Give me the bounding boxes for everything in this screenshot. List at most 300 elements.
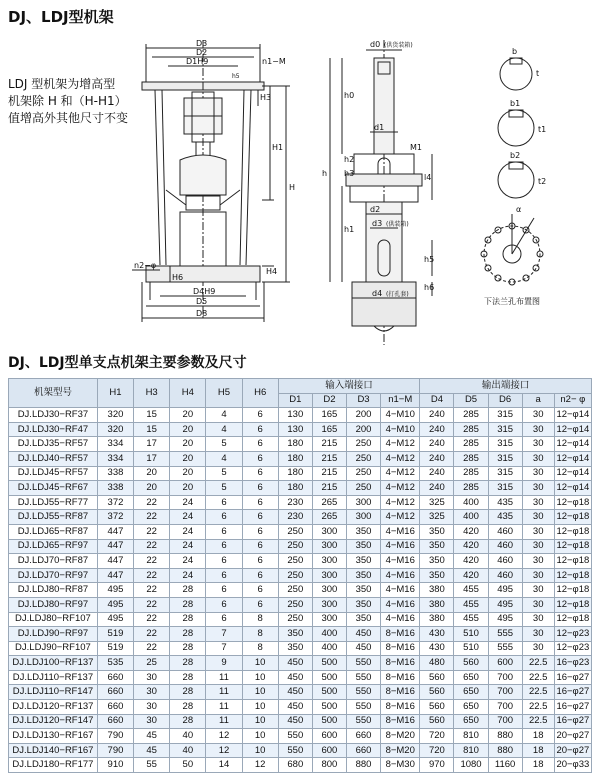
- table-cell: 420: [454, 539, 488, 554]
- table-cell: 20: [170, 422, 206, 437]
- table-cell: 10: [242, 656, 278, 671]
- table-cell: 30: [522, 554, 554, 569]
- table-row: [9, 437, 592, 452]
- table-cell: 380: [420, 597, 454, 612]
- table-cell: 400: [454, 510, 488, 525]
- table-cell: 455: [454, 597, 488, 612]
- table-cell: 30: [522, 568, 554, 583]
- table-cell: 30: [522, 524, 554, 539]
- table-cell: 20: [134, 466, 170, 481]
- label-d3: D3: [196, 39, 208, 48]
- table-cell: 50: [170, 758, 206, 773]
- table-cell: 180: [278, 481, 312, 496]
- table-cell: 350: [346, 612, 380, 627]
- table-cell: 240: [420, 422, 454, 437]
- table-cell: 660: [346, 729, 380, 744]
- table-cell: 55: [134, 758, 170, 773]
- table-cell: 6: [206, 495, 242, 510]
- table-cell: 30: [522, 466, 554, 481]
- table-row: [9, 641, 592, 656]
- table-cell: 660: [97, 685, 133, 700]
- table-cell: 334: [97, 451, 133, 466]
- table-cell: 16−φ23: [554, 656, 591, 671]
- table-cell: 265: [312, 510, 346, 525]
- label-t1: t1: [538, 125, 547, 134]
- table-cell: 560: [420, 685, 454, 700]
- cell-model: DJ.LDJ90−RF97: [9, 627, 98, 642]
- table-cell: 180: [278, 466, 312, 481]
- table-cell: 250: [346, 451, 380, 466]
- table-cell: 22: [134, 510, 170, 525]
- table-cell: 372: [97, 510, 133, 525]
- header-input-group: 输入端接口: [278, 379, 420, 394]
- table-cell: 12−φ23: [554, 627, 591, 642]
- table-cell: 338: [97, 481, 133, 496]
- header-h3: H3: [134, 379, 170, 408]
- table-cell: 40: [170, 729, 206, 744]
- table-cell: 215: [312, 437, 346, 452]
- cell-model: DJ.LDJ120−RF147: [9, 714, 98, 729]
- table-cell: 28: [170, 656, 206, 671]
- table-cell: 495: [97, 612, 133, 627]
- table-cell: 30: [522, 451, 554, 466]
- table-cell: 300: [312, 568, 346, 583]
- label-h6: H6: [172, 273, 184, 282]
- cell-model: DJ.LDJ30−RF47: [9, 422, 98, 437]
- table-cell: 910: [97, 758, 133, 773]
- table-cell: 240: [420, 451, 454, 466]
- table-cell: 350: [278, 627, 312, 642]
- label-shaft-m1: M1: [410, 143, 422, 152]
- table-cell: 230: [278, 510, 312, 525]
- table-cell: 315: [488, 437, 522, 452]
- table-cell: 315: [488, 408, 522, 423]
- cell-model: DJ.LDJ120−RF137: [9, 700, 98, 715]
- label-shaft-h1: h1: [344, 225, 355, 234]
- table-cell: 660: [97, 670, 133, 685]
- table-cell: 430: [420, 641, 454, 656]
- table-cell: 4−M16: [381, 583, 420, 598]
- label-shaft-d0: d0: [370, 40, 381, 49]
- table-cell: 250: [346, 437, 380, 452]
- table-cell: 810: [454, 729, 488, 744]
- table-cell: 4−M16: [381, 568, 420, 583]
- table-row: [9, 758, 592, 773]
- table-cell: 285: [454, 422, 488, 437]
- table-cell: 20−φ33: [554, 758, 591, 773]
- table-cell: 215: [312, 481, 346, 496]
- table-cell: 6: [242, 481, 278, 496]
- table-cell: 660: [346, 743, 380, 758]
- table-cell: 240: [420, 437, 454, 452]
- table-cell: 880: [488, 729, 522, 744]
- table-cell: 400: [312, 627, 346, 642]
- table-cell: 6: [206, 568, 242, 583]
- table-cell: 285: [454, 437, 488, 452]
- table-row: [9, 539, 592, 554]
- label-shaft-d0-note: (供货装箱): [384, 42, 413, 49]
- table-cell: 325: [420, 495, 454, 510]
- table-cell: 40: [170, 743, 206, 758]
- table-cell: 250: [278, 539, 312, 554]
- table-cell: 380: [420, 612, 454, 627]
- table-cell: 4−M12: [381, 481, 420, 496]
- table-row: [9, 408, 592, 423]
- technical-drawing: [0, 30, 600, 350]
- table-cell: 6: [242, 554, 278, 569]
- table-cell: 6: [242, 451, 278, 466]
- flange-caption: 下法兰孔布置图: [484, 297, 540, 306]
- table-cell: 400: [312, 641, 346, 656]
- table-cell: 555: [488, 627, 522, 642]
- table-cell: 16−φ27: [554, 670, 591, 685]
- table-cell: 24: [170, 524, 206, 539]
- table-cell: 30: [522, 627, 554, 642]
- table-cell: 20: [170, 408, 206, 423]
- table-cell: 650: [454, 714, 488, 729]
- label-d5: D5: [196, 297, 208, 306]
- table-cell: 30: [522, 641, 554, 656]
- table-cell: 265: [312, 495, 346, 510]
- table-cell: 6: [206, 524, 242, 539]
- table-cell: 8−M16: [381, 641, 420, 656]
- header-d6: D6: [488, 393, 522, 408]
- table-cell: 500: [312, 714, 346, 729]
- cell-model: DJ.LDJ45−RF67: [9, 481, 98, 496]
- label-d1h9: D1H9: [186, 57, 209, 66]
- table-cell: 420: [454, 524, 488, 539]
- table-cell: 447: [97, 554, 133, 569]
- table-cell: 495: [488, 612, 522, 627]
- table-cell: 6: [242, 568, 278, 583]
- label-h3: H3: [260, 93, 272, 102]
- table-cell: 8: [242, 627, 278, 642]
- table-cell: 11: [206, 670, 242, 685]
- table-cell: 450: [278, 714, 312, 729]
- cell-model: DJ.LDJ70−RF97: [9, 568, 98, 583]
- table-cell: 25: [134, 656, 170, 671]
- table-cell: 350: [278, 641, 312, 656]
- table-cell: 300: [312, 539, 346, 554]
- table-cell: 8: [242, 641, 278, 656]
- table-cell: 300: [346, 495, 380, 510]
- cell-model: DJ.LDJ35−RF57: [9, 437, 98, 452]
- table-cell: 495: [97, 597, 133, 612]
- table-cell: 16−φ27: [554, 714, 591, 729]
- table-cell: 250: [346, 481, 380, 496]
- cell-model: DJ.LDJ80−RF87: [9, 583, 98, 598]
- table-cell: 550: [346, 656, 380, 671]
- table-cell: 250: [278, 597, 312, 612]
- table-cell: 22: [134, 568, 170, 583]
- table-row: [9, 670, 592, 685]
- table-cell: 8−M16: [381, 670, 420, 685]
- table-cell: 600: [312, 729, 346, 744]
- table-cell: 200: [346, 408, 380, 423]
- table-cell: 550: [346, 670, 380, 685]
- table-cell: 30: [134, 685, 170, 700]
- cell-model: DJ.LDJ110−RF147: [9, 685, 98, 700]
- label-shaft-l4: l4: [424, 173, 432, 182]
- label-shaft-h6: h6: [424, 283, 435, 292]
- table-row: [9, 627, 592, 642]
- table-cell: 12−φ18: [554, 583, 591, 598]
- label-n2phi: n2−φ: [134, 261, 157, 270]
- table-cell: 334: [97, 437, 133, 452]
- table-cell: 28: [170, 685, 206, 700]
- cell-model: DJ.LDJ80−RF97: [9, 597, 98, 612]
- table-cell: 450: [278, 670, 312, 685]
- table-cell: 22: [134, 554, 170, 569]
- table-cell: 22: [134, 612, 170, 627]
- table-cell: 180: [278, 451, 312, 466]
- table-cell: 435: [488, 495, 522, 510]
- table-cell: 430: [420, 627, 454, 642]
- label-t2: t2: [538, 177, 547, 186]
- table-cell: 455: [454, 583, 488, 598]
- table-cell: 455: [454, 612, 488, 627]
- table-cell: 165: [312, 408, 346, 423]
- table-cell: 30: [522, 583, 554, 598]
- table-cell: 6: [206, 510, 242, 525]
- table-row: [9, 524, 592, 539]
- table-cell: 17: [134, 437, 170, 452]
- header-n1m: n1−M: [381, 393, 420, 408]
- label-h4: H4: [266, 267, 278, 276]
- table-cell: 24: [170, 510, 206, 525]
- table-cell: 8−M16: [381, 627, 420, 642]
- table-cell: 435: [488, 510, 522, 525]
- table-cell: 880: [346, 758, 380, 773]
- table-cell: 500: [312, 656, 346, 671]
- table-cell: 6: [242, 466, 278, 481]
- table-cell: 20: [134, 481, 170, 496]
- table-cell: 6: [242, 510, 278, 525]
- table-cell: 650: [454, 670, 488, 685]
- table-cell: 338: [97, 466, 133, 481]
- table-cell: 24: [170, 554, 206, 569]
- table-cell: 700: [488, 670, 522, 685]
- table-cell: 28: [170, 583, 206, 598]
- table-row: [9, 729, 592, 744]
- key-sections: [481, 58, 543, 285]
- table-cell: 420: [454, 554, 488, 569]
- table-cell: 285: [454, 481, 488, 496]
- table-cell: 350: [420, 554, 454, 569]
- table-cell: 500: [312, 670, 346, 685]
- table-cell: 10: [242, 729, 278, 744]
- table-cell: 12: [206, 743, 242, 758]
- table-cell: 11: [206, 700, 242, 715]
- table-cell: 240: [420, 481, 454, 496]
- table-cell: 9: [206, 656, 242, 671]
- table-cell: 6: [206, 597, 242, 612]
- table-cell: 17: [134, 451, 170, 466]
- table-cell: 320: [97, 408, 133, 423]
- table-cell: 500: [312, 700, 346, 715]
- table-cell: 12−φ23: [554, 641, 591, 656]
- header-h6: H6: [242, 379, 278, 408]
- cell-model: DJ.LDJ30−RF37: [9, 408, 98, 423]
- table-cell: 30: [522, 481, 554, 496]
- frame-drawing: [132, 40, 290, 322]
- table-cell: 4: [206, 451, 242, 466]
- table-cell: 4−M12: [381, 437, 420, 452]
- label-shaft-d1: d1: [374, 123, 385, 132]
- table-cell: 560: [420, 700, 454, 715]
- table-cell: 8−M16: [381, 656, 420, 671]
- table-cell: 30: [522, 510, 554, 525]
- table-cell: 300: [346, 510, 380, 525]
- table-cell: 22: [134, 641, 170, 656]
- spec-table: [8, 378, 592, 773]
- table-cell: 8−M20: [381, 743, 420, 758]
- table-cell: 240: [420, 408, 454, 423]
- table-cell: 4−M16: [381, 597, 420, 612]
- header-d2: D2: [312, 393, 346, 408]
- table-cell: 447: [97, 568, 133, 583]
- table-cell: 560: [420, 670, 454, 685]
- table-cell: 12−φ18: [554, 597, 591, 612]
- label-d8: D8: [196, 309, 208, 318]
- table-row: [9, 714, 592, 729]
- table-row: [9, 597, 592, 612]
- table-cell: 250: [278, 568, 312, 583]
- table-cell: 460: [488, 524, 522, 539]
- table-row: [9, 495, 592, 510]
- table-cell: 18: [522, 743, 554, 758]
- label-shaft-d3-note: (供装箱): [386, 221, 409, 228]
- table-cell: 30: [522, 408, 554, 423]
- table-cell: 22: [134, 627, 170, 642]
- table-cell: 45: [134, 743, 170, 758]
- header-h4: H4: [170, 379, 206, 408]
- label-shaft-d2: d2: [370, 205, 381, 214]
- cell-model: DJ.LDJ110−RF137: [9, 670, 98, 685]
- table-cell: 350: [346, 524, 380, 539]
- table-cell: 30: [522, 495, 554, 510]
- table-cell: 20−φ27: [554, 729, 591, 744]
- table-cell: 450: [278, 700, 312, 715]
- table-cell: 6: [242, 422, 278, 437]
- table-cell: 30: [522, 422, 554, 437]
- table-cell: 535: [97, 656, 133, 671]
- table-cell: 7: [206, 627, 242, 642]
- cell-model: DJ.LDJ180−RF177: [9, 758, 98, 773]
- table-cell: 10: [242, 685, 278, 700]
- table-cell: 18: [522, 758, 554, 773]
- spec-table-body: [9, 408, 592, 773]
- table-cell: 519: [97, 627, 133, 642]
- table-cell: 4−M12: [381, 495, 420, 510]
- table-title: DJ、LDJ型单支点机架主要参数及尺寸: [8, 355, 247, 371]
- label-shaft-h5: h5: [424, 255, 435, 264]
- label-d4h9: D4H9: [193, 287, 216, 296]
- table-cell: 22.5: [522, 656, 554, 671]
- table-row: [9, 743, 592, 758]
- table-cell: 320: [97, 422, 133, 437]
- label-h1: H1: [272, 143, 284, 152]
- cell-model: DJ.LDJ100−RF137: [9, 656, 98, 671]
- table-cell: 372: [97, 495, 133, 510]
- label-shaft-d4: d4: [372, 289, 383, 298]
- table-cell: 240: [420, 466, 454, 481]
- table-cell: 10: [242, 670, 278, 685]
- cell-model: DJ.LDJ80−RF107: [9, 612, 98, 627]
- table-cell: 230: [278, 495, 312, 510]
- note-line: LDJ 型机架为增高型: [8, 77, 116, 91]
- table-cell: 7: [206, 641, 242, 656]
- table-cell: 24: [170, 539, 206, 554]
- table-cell: 22.5: [522, 714, 554, 729]
- table-cell: 6: [242, 597, 278, 612]
- table-cell: 720: [420, 743, 454, 758]
- table-cell: 550: [346, 700, 380, 715]
- table-cell: 8−M16: [381, 714, 420, 729]
- table-cell: 420: [454, 568, 488, 583]
- label-n1m: n1−M: [262, 57, 286, 66]
- table-row: [9, 422, 592, 437]
- label-shaft-h3: h3: [344, 169, 355, 178]
- table-cell: 16−φ27: [554, 700, 591, 715]
- table-cell: 4−M10: [381, 422, 420, 437]
- table-cell: 460: [488, 539, 522, 554]
- cell-model: DJ.LDJ70−RF87: [9, 554, 98, 569]
- header-d3: D3: [346, 393, 380, 408]
- table-cell: 8−M16: [381, 700, 420, 715]
- table-cell: 250: [278, 583, 312, 598]
- table-cell: 700: [488, 700, 522, 715]
- table-cell: 4−M16: [381, 524, 420, 539]
- table-cell: 447: [97, 539, 133, 554]
- table-cell: 350: [420, 524, 454, 539]
- table-cell: 450: [346, 627, 380, 642]
- table-cell: 325: [420, 510, 454, 525]
- table-cell: 700: [488, 685, 522, 700]
- table-cell: 11: [206, 685, 242, 700]
- page-title: DJ、LDJ型机架: [8, 8, 114, 26]
- table-cell: 250: [278, 612, 312, 627]
- table-cell: 8−M30: [381, 758, 420, 773]
- cell-model: DJ.LDJ140−RF167: [9, 743, 98, 758]
- table-cell: 660: [97, 714, 133, 729]
- table-cell: 6: [242, 524, 278, 539]
- header-n2phi: n2− φ: [554, 393, 591, 408]
- table-row: [9, 510, 592, 525]
- table-cell: 300: [312, 554, 346, 569]
- table-cell: 6: [206, 539, 242, 554]
- table-cell: 450: [346, 641, 380, 656]
- table-cell: 510: [454, 627, 488, 642]
- label-b1: b1: [510, 99, 521, 108]
- cell-model: DJ.LDJ65−RF97: [9, 539, 98, 554]
- table-cell: 6: [242, 495, 278, 510]
- table-cell: 30: [522, 612, 554, 627]
- table-cell: 4−M12: [381, 451, 420, 466]
- table-cell: 6: [242, 583, 278, 598]
- table-cell: 315: [488, 481, 522, 496]
- table-cell: 12−φ14: [554, 408, 591, 423]
- table-cell: 6: [206, 612, 242, 627]
- table-cell: 8−M16: [381, 685, 420, 700]
- table-cell: 30: [134, 714, 170, 729]
- table-cell: 8−M20: [381, 729, 420, 744]
- table-cell: 555: [488, 641, 522, 656]
- table-cell: 24: [170, 495, 206, 510]
- table-cell: 20−φ27: [554, 743, 591, 758]
- table-cell: 4−M12: [381, 510, 420, 525]
- table-cell: 285: [454, 466, 488, 481]
